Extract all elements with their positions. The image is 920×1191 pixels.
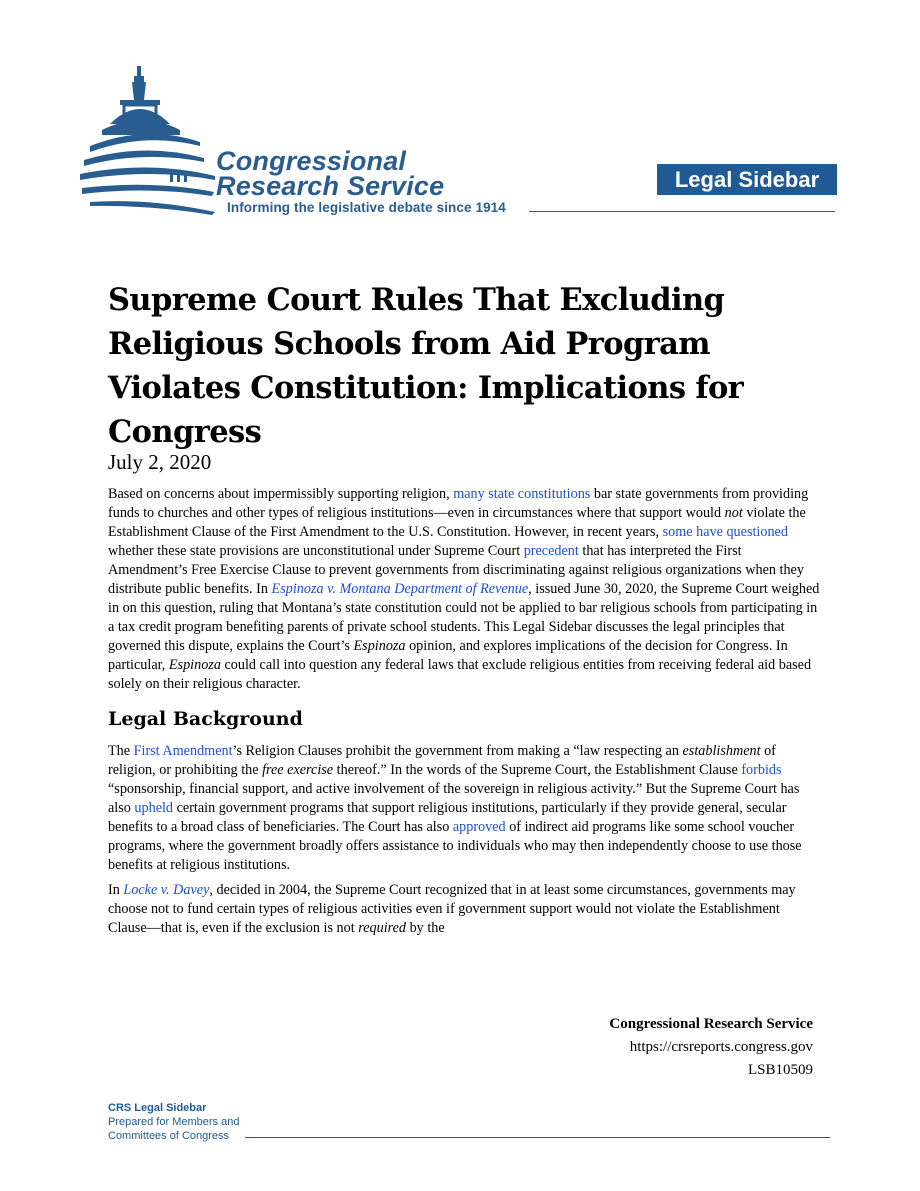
emphasis-text: free exercise: [262, 762, 334, 778]
text-run: that has interpreted the First Amendment’s Free Exercise Clause to prevent governments from discriminating against religious organizations when they distribute public benefits. In: [108, 543, 804, 597]
text-run: certain government programs that support religious institutions, particularly if they provide general, secular benefits to a broad class of beneficiaries. The Court has also: [108, 800, 787, 835]
crs-info-block: [609, 1013, 813, 1082]
inline-link[interactable]: upheld: [134, 800, 174, 816]
text-run: ’s Religion Clauses prohibit the government from making a “law respecting an: [232, 743, 683, 759]
paragraph-intro: [108, 485, 820, 694]
inline-link[interactable]: Espinoza v. Montana Department of Revenue: [271, 581, 529, 597]
text-run: violate the Establishment Clause of the First Amendment to the U.S. Constitution. However, in recent years,: [108, 505, 806, 540]
emphasis-text: required: [358, 920, 407, 936]
crs-url[interactable]: https://crsreports.congress.gov: [629, 1039, 813, 1055]
tagline: Informing the legislative debate since 1914: [227, 200, 506, 215]
text-run: could call into question any federal laws that exclude religious entities from receiving federal aid based solely on their religious character.: [108, 657, 812, 692]
inline-link[interactable]: Locke v. Davey: [123, 882, 210, 898]
emphasis-text: Espinoza: [168, 657, 221, 673]
footer-line2: Prepared for Members and: [108, 1116, 240, 1128]
tagline-rule: [529, 211, 835, 212]
inline-link[interactable]: precedent: [523, 543, 579, 559]
text-run: by the: [406, 920, 445, 936]
section-heading: Legal Background: [108, 708, 303, 730]
text-run: “sponsorship, financial support, and active involvement of the sovereign in religious activity.” But the Supreme Court has also: [108, 781, 800, 816]
report-code: LSB10509: [747, 1062, 813, 1078]
inline-link[interactable]: some have questioned: [662, 524, 788, 540]
legal-sidebar-badge: Legal Sidebar: [657, 164, 837, 195]
emphasis-text: establishment: [682, 743, 761, 759]
footer-line3: Committees of Congress: [108, 1130, 230, 1142]
text-run: , issued June 30, 2020, the Supreme Court weighed in on this question, ruling that Montana’s state constitution could not be applied to bar religious schools from participating in a tax credit program benefiting parents of private school students. This Legal Sidebar discusses the legal principles that governed this dispute, explains the Court’s: [108, 581, 820, 654]
footer-rule: [245, 1137, 830, 1138]
text-run: opinion, and explores implications of the decision for Congress. In particular,: [108, 638, 788, 673]
crs-logo: [80, 66, 540, 226]
article-body: [108, 485, 820, 944]
text-run: Based on concerns about impermissibly supporting religion,: [108, 486, 454, 502]
emphasis-text: Espinoza: [353, 638, 406, 654]
text-run: thereof.” In the words of the Supreme Court, the Establishment Clause: [333, 762, 742, 778]
text-run: of religion, or prohibiting the: [108, 743, 776, 778]
inline-link[interactable]: First Amendment: [133, 743, 233, 759]
paragraph-locke: [108, 881, 820, 938]
footer-line1: CRS Legal Sidebar: [108, 1102, 207, 1114]
emphasis-text: not: [724, 505, 743, 521]
text-run: In: [108, 882, 124, 898]
page-title: Supreme Court Rules That Excluding Religious Schools from Aid Program Violates Constitution: Implications for Congress: [108, 282, 744, 450]
inline-link[interactable]: approved: [452, 819, 506, 835]
text-run: of indirect aid programs like some school voucher programs, where the government broadly offers assistance to individuals who may then independently choose to use those benefits at religious institutions.: [108, 819, 802, 873]
inline-link[interactable]: many state constitutions: [453, 486, 591, 502]
crs-name: Congressional Research Service: [609, 1016, 813, 1032]
inline-link[interactable]: forbids: [741, 762, 782, 778]
org-name-line2: Research Service: [216, 171, 445, 201]
text-run: , decided in 2004, the Supreme Court recognized that in at least some circumstances, governments may choose not to fund certain types of religious activities even if government support would not violate the Establishment Clause—that is, even if the exclusion is not: [108, 882, 796, 936]
org-name-line1: Congressional: [216, 146, 407, 176]
text-run: The: [108, 743, 134, 759]
paragraph-background: [108, 742, 820, 875]
text-run: bar state governments from providing funds to churches and other types of religious institutions—even in circumstances where that support would: [108, 486, 809, 521]
capitol-dome-icon: [80, 66, 220, 216]
footer: [108, 1101, 239, 1143]
publication-date: July 2, 2020: [108, 450, 212, 474]
text-run: whether these state provisions are unconstitutional under Supreme Court: [108, 543, 524, 559]
